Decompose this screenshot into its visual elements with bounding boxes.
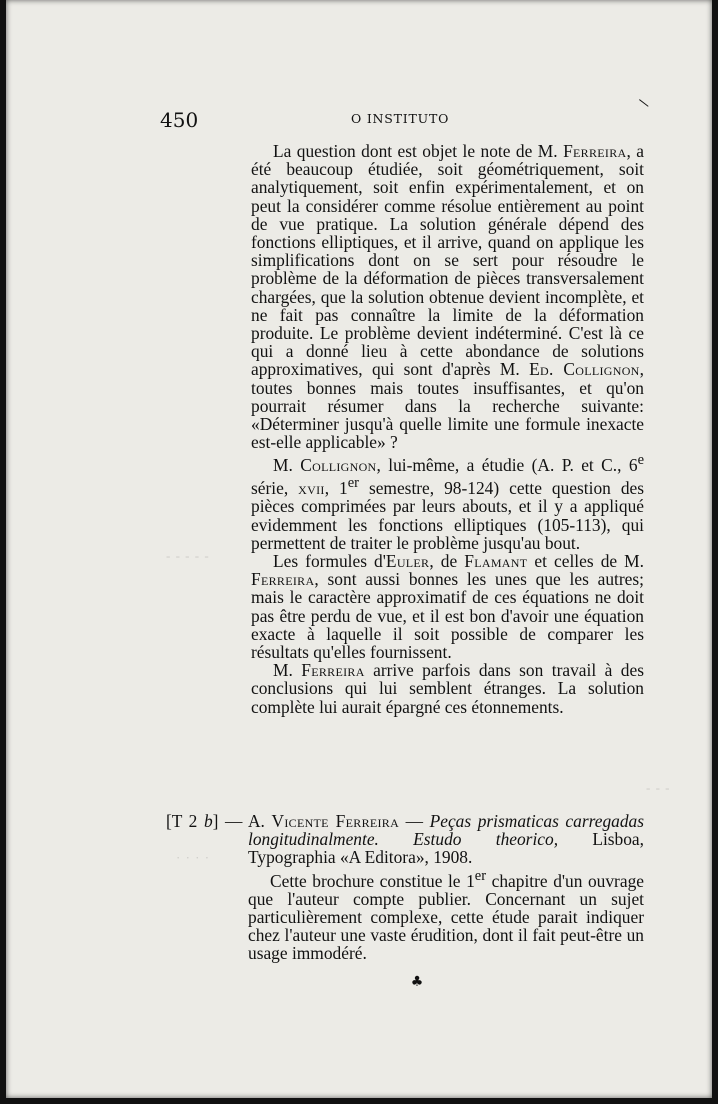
superscript: e: [637, 452, 644, 469]
bibliography-entry: [166, 812, 644, 962]
show-through-mark: - - - - -: [166, 548, 210, 563]
text-run: , 1: [324, 478, 348, 499]
entry-body: [248, 867, 644, 963]
code-letter: b: [203, 811, 213, 831]
text-run: et celles de M.: [527, 551, 644, 572]
author-name: Ferreira: [563, 141, 627, 161]
author-name: Ferreira: [301, 660, 365, 681]
text-run: M.: [273, 455, 301, 476]
superscript: er: [347, 475, 359, 492]
author-name: Ed. Collignon: [529, 359, 640, 380]
text-run: arrive parfois dans son travail à des conclusions qui lui semblent étranges. La solution complète lui aurait épargné ces étonnements.: [251, 660, 644, 717]
paragraph: [251, 661, 644, 716]
end-ornament-icon: ♣: [410, 974, 424, 990]
text-run: chapitre d'un ouvrage que l'auteur compte publier. Concernant un sujet particulièrement complexe, cette étude parait indiquer chez l'auteur une vaste érudition, dont il fait peut-être un usage immodéré.: [248, 870, 644, 964]
author-name: Ferreira: [251, 569, 315, 590]
page-number: 450: [160, 108, 199, 132]
text-run: Les formules d': [273, 551, 386, 572]
paragraph: [251, 451, 644, 552]
entry-title: Peças prismaticas carregadas longitudinalmente. Estudo theorico,: [248, 811, 644, 850]
text-run: —: [399, 811, 430, 831]
entry-imprint: Lisboa, Typographia «A Editora», 1908.: [248, 829, 644, 868]
text-run: La question dont est objet le note de M.: [273, 141, 564, 161]
paragraph: [251, 552, 644, 661]
paragraph: [251, 142, 644, 451]
text-run: , a été beaucoup étudiée, soit géométriquement, soit analytiquement, soit enfin expérimentalement, et on peut la considérer comme résolue entièrement au point de vue pratique. La solution générale dépend des fonctions elliptiques, et il arrive, quand on applique les simplifications dont on se sert pour résoudre le problème de la déformation de pièces transversalement chargées, que la solution obtenue devient incomplète, et ne fait pas connaître la limite de la déformation produite. Le problème devient indéterminé. C'est là ce qui a donné lieu à cette abondance de solutions approximatives, qui sont d'après M.: [251, 141, 644, 380]
text-run: série,: [251, 478, 299, 499]
author-name: Collignon: [300, 455, 377, 476]
text-run: M.: [273, 660, 302, 681]
show-through-mark: · · · ·: [176, 850, 211, 865]
running-title: O INSTITUTO: [351, 111, 450, 126]
text-run: semestre, 98-124) cette question des pièces comprimées par leurs abouts, et il y a appliqué evidemment les fonctions elliptiques (105-113), qui permettent de traiter le problème jusqu'au bout.: [251, 478, 645, 553]
text-run: , sont aussi bonnes les unes que les autres; mais le caractère approximatif de ces équations ne doit pas être perdu de vue, et il est bon d'avoir une équation exacte à laquelle il soit possible de comparer les résultats qu'elles fournissent.: [251, 569, 644, 663]
classification-code: [166, 811, 218, 831]
code-open: [T 2: [166, 811, 204, 831]
volume-number: xvii: [298, 478, 325, 499]
code-close: ]: [212, 811, 219, 831]
author-name: Flamant: [464, 551, 528, 572]
entry-heading: [166, 812, 644, 867]
superscript: er: [474, 867, 487, 884]
page-header: [6, 108, 718, 132]
corner-mark: \: [638, 96, 651, 111]
entry-author: Vicente Ferreira: [271, 811, 400, 831]
text-run: Cette brochure constitue le 1: [270, 870, 475, 891]
review-body: [251, 142, 644, 716]
show-through-mark: - - -: [646, 780, 671, 795]
author-name: Euler: [385, 551, 430, 572]
text-run: , toutes bonnes mais toutes insuffisantes, et qu'on pourrait résumer dans la recherche suivante: «Déterminer jusqu'à quelle limite une formule inexacte est-elle applicable» ?: [251, 359, 644, 453]
text-run: , de: [429, 551, 465, 572]
text-run: — A.: [218, 811, 272, 831]
text-run: , lui-même, a étudie (A. P. et C., 6: [376, 455, 638, 476]
